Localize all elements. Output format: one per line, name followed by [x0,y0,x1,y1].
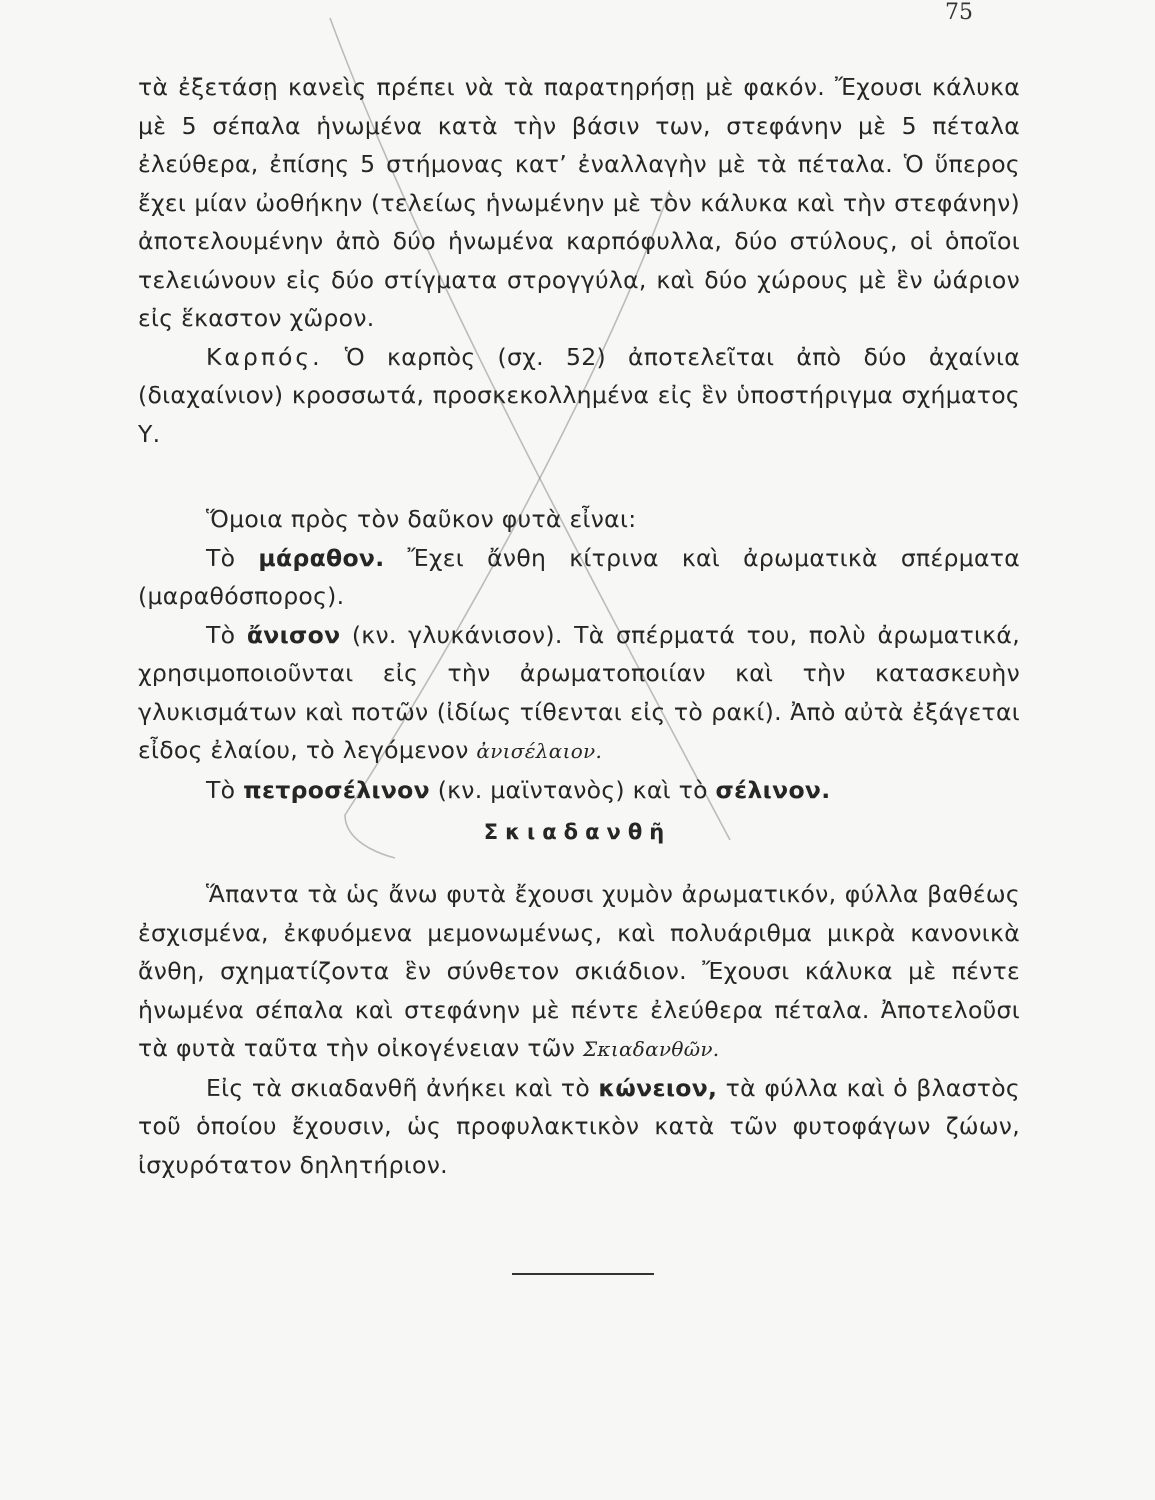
end-rule [512,1273,654,1275]
anise-prefix: Τὸ [206,620,247,649]
anise-text: (κν. γλυκάνισον). Τὰ σπέρματά του, πολὺ ἀρωματικά, χρησιμοποιοῦνται εἰς τὴν ἀρωματοποιίαν καὶ τὴν κατασκευὴν γλυκισμάτων καὶ ποτῶν (ἰδίως τίθενται εἰς τὸ ρακί). Ἀπὸ αὐτὰ ἐξάγεται εἶδος ἐλαίου, τὸ λεγόμενον [138,620,1020,764]
section-title: Σκιαδανθῆ [483,820,672,844]
text-block-umbellifer-description [138,68,1020,453]
anise-name: ἄνισον [246,620,341,649]
anise-oil-name: ἀνισέλαιον. [476,739,603,763]
hemlock-name: κώνειον, [598,1073,718,1102]
parsley-name: πετροσέλινον [243,775,430,804]
fruit-label: Καρπός. [206,342,323,371]
hemlock-prefix: Εἰς τὰ σκιαδανθῆ ἀνήκει καὶ τὸ [206,1073,599,1102]
paragraph-anise [138,616,1020,771]
paragraph-similar-intro: Ὅμοια πρὸς τὸν δαῦκον φυτὰ εἶναι: [206,505,637,533]
fennel-prefix: Τὸ [206,543,259,572]
text-block-umbelliferae [138,875,1020,1184]
hemlock-text: τὰ φύλλα καὶ ὁ βλαστὸς τοῦ ὁποίου ἔχουσιν, ὡς προφυλακτικὸν κατὰ τῶν φυτοφάγων ζώων, ἰσχυρότατον δηλητήριον. [138,1073,1020,1179]
parsley-text: (κν. μαϊντανὸς) καὶ τὸ [429,775,716,804]
paragraph-hemlock [138,1069,1020,1185]
page-number: 75 [945,0,973,25]
fennel-name: μάραθον. [258,543,385,572]
parsley-prefix: Τὸ [206,775,244,804]
paragraph-flower-structure: τὰ ἐξετάσῃ κανεὶς πρέπει νὰ τὰ παρατηρήσῃ μὲ φακόν. Ἔχουσι κάλυκα μὲ 5 σέπαλα ἡνωμένα κατὰ τὴν βάσιν των, στεφάνην μὲ 5 πέταλα ἐλεύθερα, ἐπίσης 5 στήμονας κατ’ ἐναλλαγὴν μὲ τὰ πέταλα. Ὁ ὕπερος ἔχει μίαν ὠοθήκην (τελείως ἡνωμένην μὲ τὸν κάλυκα καὶ τὴν στεφάνην) ἀποτελουμένην ἀπὸ δύο ἡνωμένα καρπόφυλλα, δύο στύλους, οἱ ὁποῖοι τελειώνουν εἰς δύο στίγματα στρογγύλα, καὶ δύο χώρους μὲ ἓν ὠάριον εἰς ἕκαστον χῶρον. [138,73,1020,332]
celery-name: σέλινον. [715,775,831,804]
text-block-similar-plants [138,500,1020,809]
paragraph-umbelliferae-traits [138,875,1020,1069]
family-name: Σκιαδανθῶν. [582,1037,720,1061]
paragraph-fennel [138,539,1020,616]
fennel-text: Ἔχει ἄνθη κίτρινα καὶ ἀρωματικὰ σπέρματα (μαραθόσπορος). [138,543,1020,610]
umbelliferae-traits-text: Ἅπαντα τὰ ὡς ἄνω φυτὰ ἔχουσι χυμὸν ἀρωματικόν, φύλλα βαθέως ἐσχισμένα, ἐκφυόμενα μεμονωμένως, καὶ πολυάριθμα μικρὰ κανονικὰ ἄνθη, σχηματίζοντα ἓν σύνθετον σκιάδιον. Ἔχουσι κάλυκα μὲ πέντε ἡνωμένα σέπαλα καὶ στεφάνην μὲ πέντε ἐλεύθερα πέταλα. Ἀποτελοῦσι τὰ φυτὰ ταῦτα τὴν οἰκογένειαν τῶν [138,880,1020,1062]
fruit-text: Ὁ καρπὸς (σχ. 52) ἀποτελεῖται ἀπὸ δύο ἀχαίνια (διαχαίνιον) κροσσωτά, προσκεκολλημένα εἰς ἓν ὑποστήριγμα σχήματος Υ. [138,342,1020,448]
paragraph-fruit [138,338,1020,454]
paragraph-parsley [138,771,1020,810]
